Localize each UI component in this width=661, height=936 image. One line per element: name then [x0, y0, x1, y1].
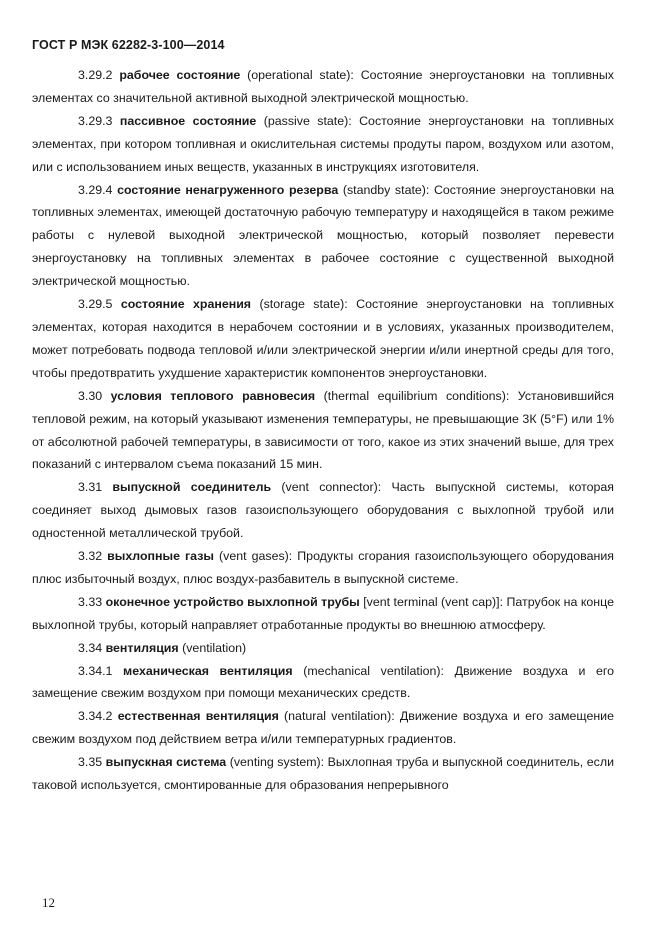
definition-entry: [32, 385, 614, 477]
entry-number: 3.34.2: [78, 709, 113, 724]
entry-number: 3.30: [78, 388, 103, 403]
entry-description: (vent connector): Часть выпускной системы, которая соединяет выход дымовых газов газоиспользующего оборудования с выхлопной трубой или одностенной металлической трубой.: [32, 480, 614, 541]
entry-description: (operational state): Состояние энергоустановки на топливных элементах со значительной активной выходной электрической мощностью.: [32, 68, 614, 105]
entry-number: 3.34: [78, 640, 103, 655]
entry-description: (storage state): Состояние энергоустановки на топливных элементах, которая находится в нерабочем состоянии и в условиях, указанных производителем, может потребовать подвода тепловой и/или электрической энергии и/или инертной среды для того, чтобы предотвратить ухудшение характеристик компонентов энергоустановки.: [32, 297, 614, 380]
definition-entry: [32, 660, 614, 706]
entry-description: (thermal equilibrium conditions): Установившийся тепловой режим, на который указывают изменения температуры, не превышающие 3К (5°F) или 1% от абсолютной рабочей температуры, в зависимости от того, какое из этих значений выше, для трех показаний с интервалом съема показаний 15 мин.: [32, 388, 614, 472]
entry-term: состояние ненагруженного резерва: [117, 182, 339, 197]
entry-term: рабочее состояние: [119, 68, 241, 82]
entry-description: (natural ventilation): Движение воздуха и его замещение свежим воздухом под действием ветра и/или температурных градиентов.: [32, 709, 614, 747]
entry-term: оконечное устройство выхлопной трубы: [105, 594, 360, 609]
entry-term: выпускной соединитель: [112, 480, 272, 495]
entry-number: 3.35: [78, 755, 103, 770]
entry-term: состояние хранения: [120, 297, 252, 312]
entry-number: 3.29.2: [78, 68, 113, 82]
entry-description: (vent gases): Продукты сгорания газоиспользующего оборудования плюс избыточный воздух, плюс воздух-разбавитель в выпускной системе.: [32, 549, 614, 586]
page-number: 12: [42, 895, 55, 910]
entry-number: 3.34.1: [78, 663, 113, 678]
standard-designation-header: ГОСТ Р МЭК 62282-3-100—2014: [32, 38, 225, 52]
entry-term: естественная вентиляция: [117, 709, 279, 724]
definition-entry: [32, 705, 614, 751]
entry-number: 3.29.4: [78, 182, 113, 197]
definition-entry: [32, 293, 614, 385]
definition-entry: [32, 545, 614, 591]
entry-number: 3.33: [78, 594, 103, 609]
definition-entry: [32, 110, 614, 179]
entry-number: 3.29.3: [78, 113, 113, 128]
entry-term: пассивное состояние: [119, 113, 257, 128]
definition-entry: [32, 591, 614, 637]
entry-term: механическая вентиляция: [123, 663, 293, 678]
definition-entry: [32, 751, 614, 797]
entry-number: 3.29.5: [78, 297, 113, 312]
entry-description: (standby state): Состояние энергоустановки на топливных элементах, имеющей достаточную рабочую температуру и находящейся в таком режиме работы с нулевой выходной электрической мощностью, который позволяет перевести энергоустановку на топливных элементах в рабочее состояние с существенной выходной электрической мощностью.: [32, 182, 615, 289]
definitions-body: [32, 64, 614, 797]
entry-description: (ventilation): [178, 640, 247, 655]
definition-entry: [32, 179, 614, 294]
entry-description: [vent terminal (vent cap)]: Патрубок на конце выхлопной трубы, который направляет отработанные продукты во внешнюю атмосферу.: [32, 594, 614, 632]
definition-entry: [32, 637, 614, 660]
entry-term: вентиляция: [105, 640, 179, 655]
entry-term: выпускная система: [105, 755, 227, 770]
entry-number: 3.32: [78, 549, 103, 564]
entry-number: 3.31: [78, 480, 103, 495]
entry-term: условия теплового равновесия: [110, 388, 316, 403]
entry-description: (mechanical ventilation): Движение воздуха и его замещение свежим воздухом при помощи механических средств.: [32, 663, 614, 701]
definition-entry: [32, 476, 614, 545]
definition-entry: [32, 64, 614, 110]
entry-description: (venting system): Выхлопная труба и выпускной соединитель, если таковой используется, смонтированные для образования непрерывного: [32, 755, 614, 793]
entry-term: выхлопные газы: [107, 549, 214, 564]
entry-description: (passive state): Состояние энергоустановки на топливных элементах, при котором топливная и окислительная системы продуты паром, воздухом или азотом, или с использованием иных веществ, указанных в инструкциях изготовителя.: [32, 113, 614, 174]
